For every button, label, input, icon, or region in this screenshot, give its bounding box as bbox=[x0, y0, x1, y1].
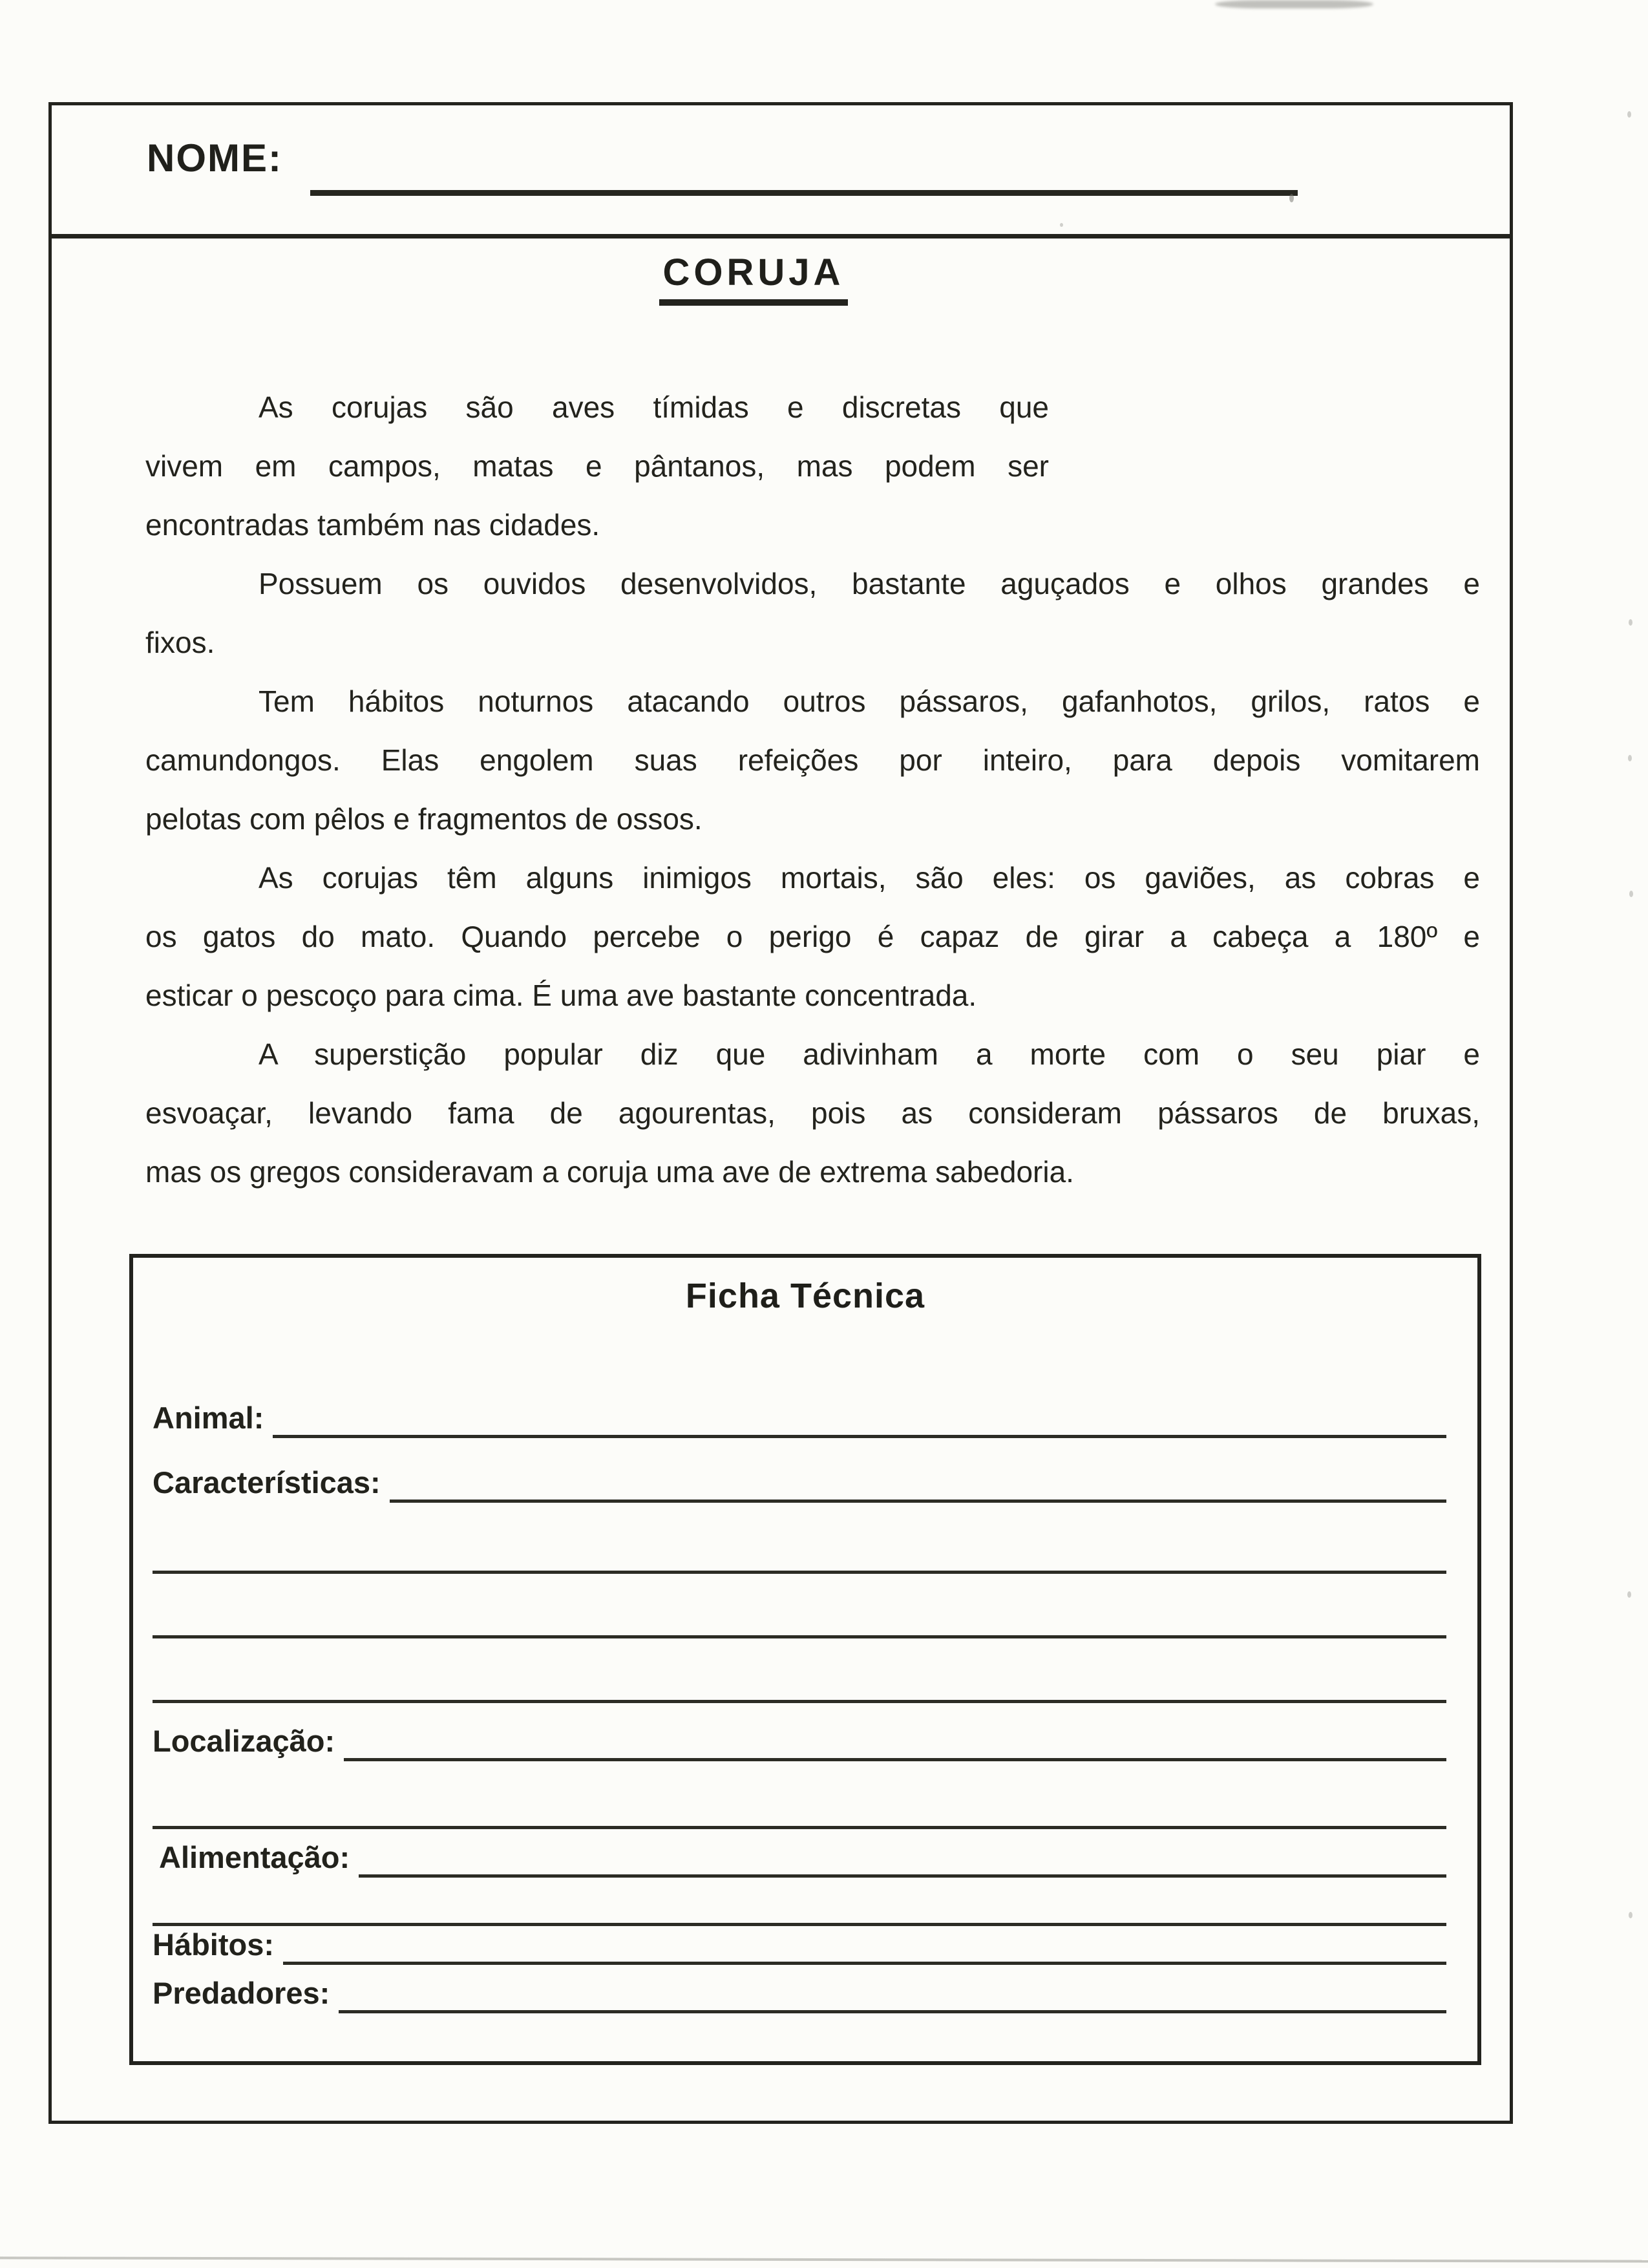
body-line: As corujas têm alguns inimigos mortais, são eles: os gaviões, as cobras e bbox=[259, 861, 1480, 895]
scan-artifact-dot bbox=[1628, 755, 1632, 761]
field-alimentacao-write-line bbox=[359, 1828, 1446, 1878]
field-localizacao bbox=[153, 1715, 1446, 1761]
body-line: os gatos do mato. Quando percebe o perigo é capaz de girar a cabeça a 180º e bbox=[145, 920, 1480, 953]
body-text bbox=[145, 378, 1480, 1202]
scan-artifact-dot bbox=[1629, 891, 1633, 897]
page-title: CORUJA bbox=[659, 251, 849, 306]
body-line: esticar o pescoço para cima. É uma ave bastante concentrada. bbox=[145, 979, 977, 1012]
scan-artifact-dot bbox=[1629, 1912, 1632, 1918]
field-localizacao-write-line bbox=[344, 1712, 1446, 1761]
ficha-tecnica-title: Ficha Técnica bbox=[685, 1277, 925, 1315]
scan-artifact-dot bbox=[1627, 1591, 1631, 1598]
field-alimentacao-label: Alimentação: bbox=[159, 1840, 350, 1874]
field-predadores-write-line bbox=[339, 1964, 1446, 2013]
body-line: Possuem os ouvidos desenvolvidos, bastante aguçados e olhos grandes e bbox=[259, 567, 1480, 600]
field-predadores-label: Predadores: bbox=[153, 1976, 330, 2010]
blank-write-line bbox=[153, 1635, 1446, 1638]
field-habitos-label: Hábitos: bbox=[153, 1927, 274, 1962]
scan-artifact-dot bbox=[1060, 223, 1063, 227]
body-line: fixos. bbox=[145, 626, 215, 659]
body-line: esvoaçar, levando fama de agourentas, pois as consideram pássaros de bruxas, bbox=[145, 1096, 1480, 1130]
body-line: mas os gregos consideravam a coruja uma ave de extrema sabedoria. bbox=[145, 1155, 1074, 1189]
field-caracteristicas bbox=[153, 1456, 1446, 1503]
field-animal bbox=[153, 1392, 1446, 1438]
field-predadores bbox=[153, 1967, 1446, 2013]
field-caracteristicas-label: Características: bbox=[153, 1465, 381, 1500]
body-line: camundongos. Elas engolem suas refeições por inteiro, para depois vomitarem bbox=[145, 743, 1480, 777]
scan-artifact-edge bbox=[0, 2256, 1648, 2262]
field-localizacao-label: Localização: bbox=[153, 1724, 335, 1758]
field-animal-label: Animal: bbox=[153, 1401, 264, 1435]
blank-write-line bbox=[153, 1700, 1446, 1703]
field-habitos bbox=[153, 1918, 1446, 1965]
name-header-section bbox=[48, 102, 1513, 238]
field-alimentacao bbox=[153, 1831, 1446, 1878]
body-line: Tem hábitos noturnos atacando outros pássaros, gafanhotos, grilos, ratos e bbox=[259, 684, 1480, 718]
blank-write-line bbox=[153, 1571, 1446, 1574]
body-line: As corujas são aves tímidas e discretas que bbox=[259, 390, 1049, 424]
scan-artifact-dot bbox=[1289, 194, 1294, 202]
ficha-tecnica-box bbox=[129, 1254, 1481, 2065]
ficha-tecnica-inner bbox=[133, 1258, 1477, 2061]
scan-artifact-dot bbox=[1629, 619, 1632, 626]
body-line: encontradas também nas cidades. bbox=[145, 508, 600, 542]
field-caracteristicas-write-line bbox=[390, 1453, 1446, 1503]
body-line: A superstição popular diz que adivinham a morte com o seu piar e bbox=[259, 1037, 1480, 1071]
body-line: vivem em campos, matas e pântanos, mas podem ser bbox=[145, 449, 1049, 483]
body-line: pelotas com pêlos e fragmentos de ossos. bbox=[145, 802, 703, 836]
title-row bbox=[48, 251, 1513, 306]
field-habitos-write-line bbox=[283, 1915, 1446, 1965]
field-animal-write-line bbox=[273, 1388, 1446, 1438]
scan-artifact-smudge bbox=[1215, 0, 1373, 8]
name-label: NOME: bbox=[147, 136, 282, 180]
name-write-line bbox=[310, 190, 1298, 196]
scan-artifact-dot bbox=[1627, 111, 1631, 118]
